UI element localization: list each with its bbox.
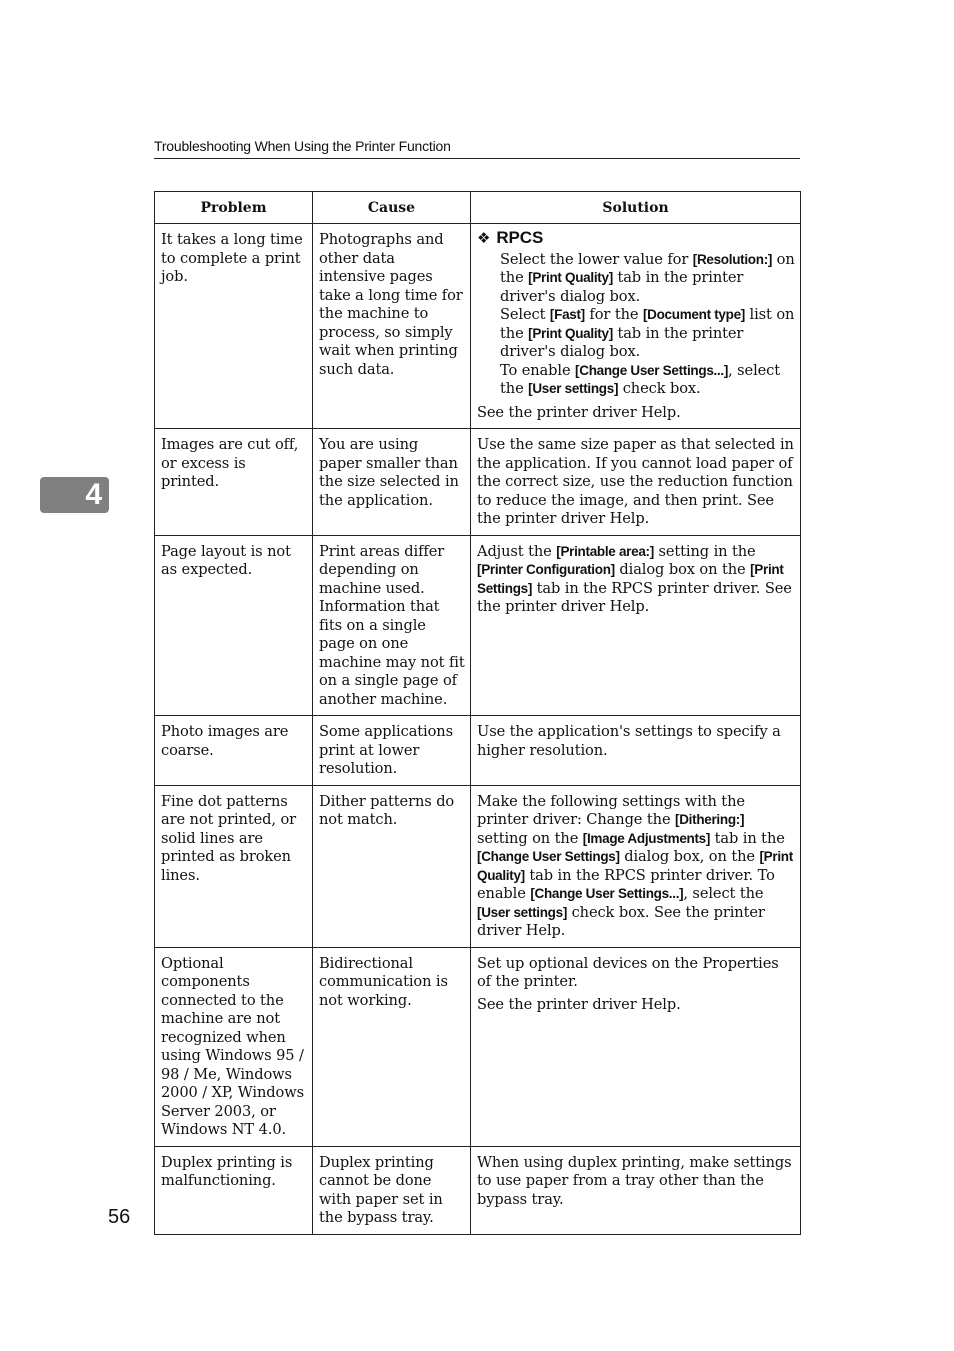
- ui-label: [Printable area:]: [556, 543, 654, 559]
- problem-cell: Optional components connected to the machine are not recognized when using Windows 95 / 98 / Me, Windows 2000 / XP, Windows Server 2003, or Windows NT 4.0.: [155, 947, 313, 1146]
- text-run: tab in the RPCS printer driver. To enable: [477, 866, 775, 902]
- solution-cell: [471, 947, 801, 1146]
- text-run: on the: [500, 250, 795, 286]
- ui-label: [Print Quality]: [477, 849, 793, 883]
- solution-cell: [471, 224, 801, 429]
- cause-cell: Bidirectional communication is not working.: [313, 947, 471, 1146]
- table-row: [155, 947, 801, 1146]
- solution-cell: [471, 785, 801, 947]
- page-number: 56: [108, 1206, 131, 1228]
- cause-cell: Dither patterns do not match.: [313, 785, 471, 947]
- text-run: , select the: [500, 361, 781, 397]
- running-header-title: Troubleshooting When Using the Printer Function: [154, 138, 451, 154]
- text-run: check box.: [618, 380, 701, 397]
- text-run: dialog box, on the: [619, 848, 760, 865]
- running-header: [154, 138, 800, 159]
- rpcs-items: [477, 251, 795, 399]
- ui-label: [Print Quality]: [528, 270, 613, 285]
- problem-cell: Images are cut off, or excess is printed.: [155, 429, 313, 536]
- solution-cell: When using duplex printing, make settings to use paper from a tray other than the bypass tray.: [471, 1146, 801, 1234]
- text-run: To enable: [500, 361, 576, 379]
- ui-label: [Change User Settings...]: [575, 362, 729, 378]
- ui-label: [Document type]: [642, 307, 745, 322]
- cause-cell: Duplex printing cannot be done with paper set in the bypass tray.: [313, 1146, 471, 1234]
- ui-label: [Change User Settings]: [477, 849, 620, 864]
- problem-cell: Photo images are coarse.: [155, 716, 313, 786]
- ui-label: [Fast]: [549, 307, 585, 322]
- solution-note: See the printer driver Help.: [477, 995, 681, 1013]
- solution-cell: Use the application's settings to specify a higher resolution.: [471, 716, 801, 786]
- rpcs-item: [500, 362, 795, 399]
- problem-cell: Page layout is not as expected.: [155, 535, 313, 716]
- text-run: list on the: [500, 306, 795, 342]
- text-run: check box. See the printer driver Help.: [477, 903, 765, 939]
- text-run: tab in the RPCS printer driver. See the printer driver Help.: [477, 579, 792, 615]
- ui-label: [Resolution:]: [692, 251, 773, 267]
- solution-cell: Use the same size paper as that selected in the application. If you cannot load paper of the correct size, use the reduction function to reduce the image, and then print. See the printer driver Help.: [471, 429, 801, 536]
- text-run: tab in the printer driver's dialog box.: [500, 269, 744, 305]
- text-run: setting in the: [653, 542, 756, 560]
- chapter-tab: [40, 477, 109, 513]
- problem-cell: It takes a long time to complete a print job.: [155, 224, 313, 429]
- rpcs-item: [500, 251, 795, 307]
- table-row: [155, 224, 801, 429]
- text-run: dialog box on the: [614, 561, 751, 578]
- ui-label: [Dithering:]: [675, 812, 745, 827]
- troubleshooting-table: [154, 191, 801, 1235]
- text-run: , select the: [683, 885, 764, 902]
- table-row: [155, 535, 801, 716]
- text-run: tab in the printer driver's dialog box.: [500, 324, 744, 360]
- table-row: [155, 429, 801, 536]
- ui-label: [Print Quality]: [528, 325, 613, 341]
- chapter-number: 4: [85, 478, 102, 511]
- text-run: Select the lower value for: [500, 250, 693, 268]
- ui-label: [Image Adjustments]: [582, 830, 711, 846]
- column-header-problem: Problem: [155, 192, 313, 224]
- rpcs-heading-text: RPCS: [496, 228, 544, 247]
- cause-cell: Photographs and other data intensive pages take a long time for the machine to process, so simply wait when printing such data.: [313, 224, 471, 429]
- text-run: setting on the: [477, 829, 583, 847]
- diamond-bullet-icon: ❖: [477, 230, 491, 247]
- problem-cell: Duplex printing is malfunctioning.: [155, 1146, 313, 1234]
- cause-cell: You are using paper smaller than the size selected in the application.: [313, 429, 471, 536]
- solution-cell: [471, 535, 801, 716]
- table-row: [155, 785, 801, 947]
- rpcs-heading: [477, 229, 795, 249]
- solution-line: Set up optional devices on the Properties of the printer.: [477, 954, 779, 990]
- text-run: Select: [500, 306, 550, 323]
- text-run: tab in the: [710, 829, 785, 847]
- solution-note: See the printer driver Help.: [477, 403, 681, 421]
- problem-cell: Fine dot patterns are not printed, or solid lines are printed as broken lines.: [155, 785, 313, 947]
- ui-label: [User settings]: [528, 381, 619, 396]
- ui-label: [Printer Configuration]: [477, 562, 615, 577]
- table-row: [155, 716, 801, 786]
- cause-cell: Some applications print at lower resolution.: [313, 716, 471, 786]
- column-header-cause: Cause: [313, 192, 471, 224]
- column-header-solution: Solution: [471, 192, 801, 224]
- text-run: Adjust the: [477, 542, 557, 560]
- text-run: Make the following settings with the printer driver: Change the: [477, 792, 745, 828]
- table-header-row: [155, 192, 801, 224]
- text-run: for the: [584, 306, 643, 323]
- cause-cell: Print areas differ depending on machine used. Information that fits on a single page on one machine may not fit on a single page of another machine.: [313, 535, 471, 716]
- ui-label: [Print Settings]: [477, 562, 784, 596]
- ui-label: [Change User Settings...]: [530, 886, 684, 901]
- ui-label: [User settings]: [477, 904, 568, 920]
- table-row: [155, 1146, 801, 1234]
- rpcs-item: [500, 306, 795, 362]
